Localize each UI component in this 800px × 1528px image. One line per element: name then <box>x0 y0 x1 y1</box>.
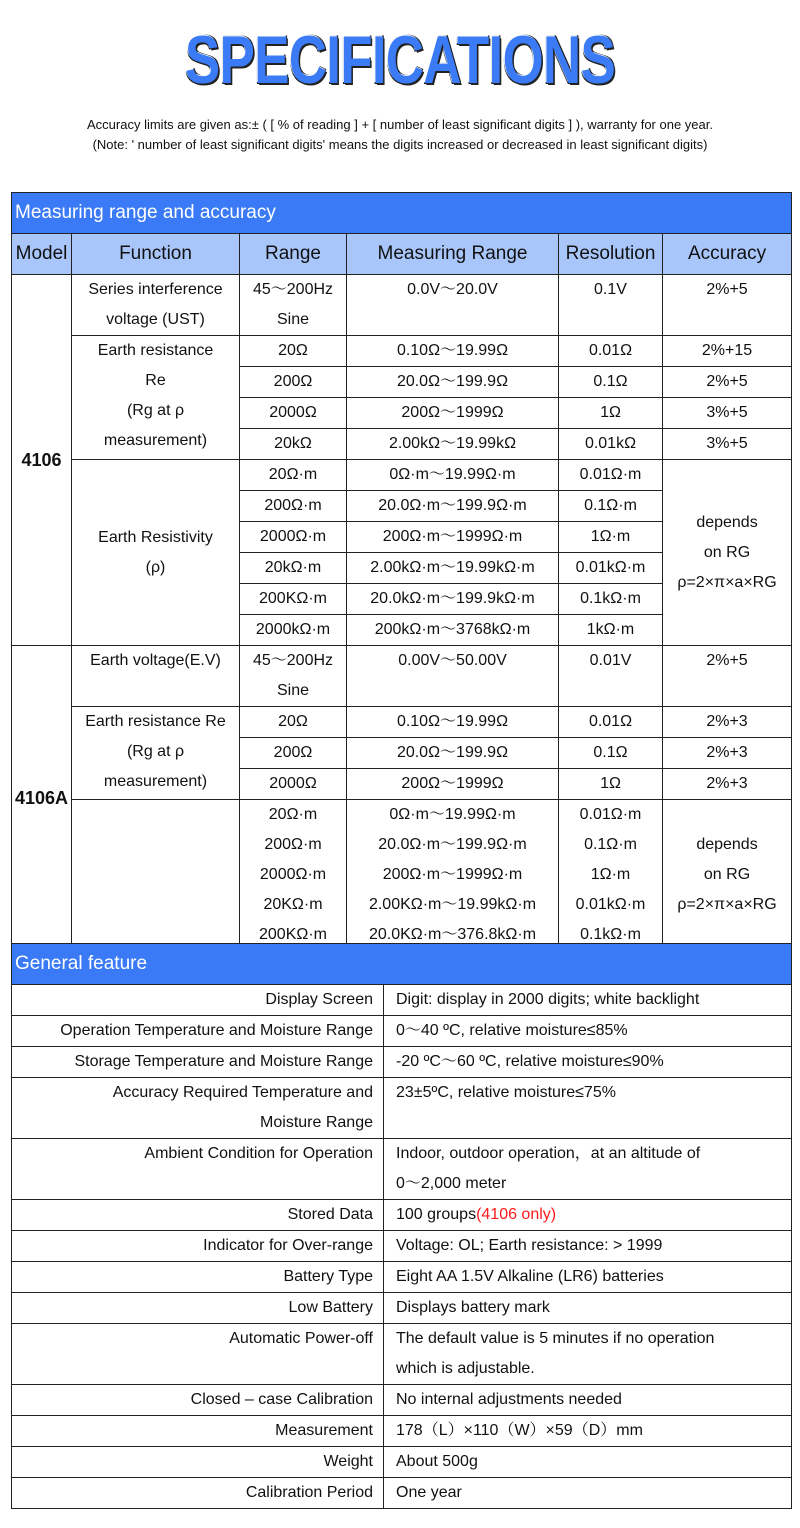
feature-row <box>12 1416 792 1447</box>
range-cell: 45～200Hz Sine <box>240 646 347 707</box>
measuring-cell: 20.0kΩ·m～199.9kΩ·m <box>347 584 559 615</box>
range-cell: 2000Ω·m <box>240 522 347 553</box>
measuring-cell: 0.10Ω～19.99Ω <box>347 336 559 367</box>
range-cell: 20kΩ <box>240 429 347 460</box>
feature-label: Stored Data <box>12 1200 384 1231</box>
resolution-cell: 1Ω <box>559 769 663 800</box>
feature-label: Accuracy Required Temperature and Moisture Range <box>12 1078 384 1139</box>
range-cell: 200Ω·m <box>240 491 347 522</box>
range-cell: 20Ω·m 200Ω·m 2000Ω·m 20KΩ·m 200KΩ·m <box>240 800 347 951</box>
measuring-cell: 0.10Ω～19.99Ω <box>347 707 559 738</box>
col-resolution: Resolution <box>559 234 663 275</box>
feature-label: Ambient Condition for Operation <box>12 1139 384 1200</box>
feature-value: Indoor, outdoor operation，at an altitude of 0～2,000 meter <box>384 1139 792 1200</box>
feature-row <box>12 1078 792 1139</box>
measuring-cell: 200Ω·m～1999Ω·m <box>347 522 559 553</box>
col-measuring-range: Measuring Range <box>347 234 559 275</box>
measuring-cell: 2.00kΩ～19.99kΩ <box>347 429 559 460</box>
accuracy-cell: 2%+5 <box>663 646 792 707</box>
feature-value: Voltage: OL; Earth resistance: > 1999 <box>384 1231 792 1262</box>
feature-row <box>12 1385 792 1416</box>
table-row <box>12 646 792 707</box>
feature-value: Eight AA 1.5V Alkaline (LR6) batteries <box>384 1262 792 1293</box>
feature-row <box>12 1447 792 1478</box>
feature-label: Indicator for Over-range <box>12 1231 384 1262</box>
resolution-cell: 0.1kΩ·m <box>559 584 663 615</box>
model-4106a: 4106A <box>12 646 72 951</box>
resolution-cell: 1Ω <box>559 398 663 429</box>
feature-label: Storage Temperature and Moisture Range <box>12 1047 384 1078</box>
range-cell: 2000kΩ·m <box>240 615 347 646</box>
feature-value: -20 ºC～60 ºC, relative moisture≤90% <box>384 1047 792 1078</box>
feature-value: One year <box>384 1478 792 1509</box>
range-cell: 2000Ω <box>240 769 347 800</box>
measuring-cell: 0.0V～20.0V <box>347 275 559 336</box>
table-row <box>12 336 792 367</box>
feature-label: Display Screen <box>12 985 384 1016</box>
feature-row <box>12 1324 792 1385</box>
model-4106: 4106 <box>12 275 72 646</box>
table-row <box>12 707 792 738</box>
measuring-cell: 200kΩ·m～3768kΩ·m <box>347 615 559 646</box>
feature-row <box>12 1047 792 1078</box>
feature-value: About 500g <box>384 1447 792 1478</box>
function-cell: Earth voltage(E.V) <box>72 646 240 707</box>
resolution-cell: 1kΩ·m <box>559 615 663 646</box>
digits-note: (Note: ' number of least significant digits' means the digits increased or decreased in least significant digits) <box>92 137 708 152</box>
range-cell: 2000Ω <box>240 398 347 429</box>
feature-row <box>12 1293 792 1324</box>
range-cell: 45～200Hz Sine <box>240 275 347 336</box>
feature-row <box>12 1016 792 1047</box>
resolution-cell: 0.1Ω <box>559 367 663 398</box>
accuracy-cell: 3%+5 <box>663 398 792 429</box>
general-feature-table <box>11 943 792 1509</box>
resolution-cell: 0.01kΩ·m <box>559 553 663 584</box>
value-note: (4106 only) <box>476 1206 557 1223</box>
range-cell: 20Ω <box>240 707 347 738</box>
resolution-cell: 0.1Ω <box>559 738 663 769</box>
table-row <box>12 800 792 951</box>
feature-row <box>12 1200 792 1231</box>
accuracy-cell: 2%+15 <box>663 336 792 367</box>
feature-value: 23±5ºC, relative moisture≤75% <box>384 1078 792 1139</box>
resolution-cell: 1Ω·m <box>559 522 663 553</box>
accuracy-cell: 2%+5 <box>663 367 792 398</box>
accuracy-cell: 2%+5 <box>663 275 792 336</box>
feature-row <box>12 1231 792 1262</box>
feature-row <box>12 1478 792 1509</box>
accuracy-cell: depends on RG ρ=2×π×a×RG <box>663 460 792 646</box>
feature-label: Operation Temperature and Moisture Range <box>12 1016 384 1047</box>
function-cell: Series interference voltage (UST) <box>72 275 240 336</box>
feature-label: Closed – case Calibration <box>12 1385 384 1416</box>
feature-value: 0～40 ºC, relative moisture≤85% <box>384 1016 792 1047</box>
resolution-cell: 0.01Ω·m <box>559 460 663 491</box>
measuring-cell: 20.0Ω·m～199.9Ω·m <box>347 491 559 522</box>
feature-label: Measurement <box>12 1416 384 1447</box>
accuracy-cell: 2%+3 <box>663 769 792 800</box>
resolution-cell: 0.01Ω <box>559 707 663 738</box>
measuring-cell: 20.0Ω～199.9Ω <box>347 738 559 769</box>
feature-row <box>12 1139 792 1200</box>
measuring-cell: 2.00kΩ·m～19.99kΩ·m <box>347 553 559 584</box>
feature-label: Automatic Power-off <box>12 1324 384 1385</box>
feature-row <box>12 1262 792 1293</box>
function-cell-empty <box>72 800 240 951</box>
feature-label: Low Battery <box>12 1293 384 1324</box>
accuracy-cell: depends on RG ρ=2×π×a×RG <box>663 800 792 951</box>
measuring-cell: 0Ω·m～19.99Ω·m 20.0Ω·m～199.9Ω·m 200Ω·m～1999Ω·m 2.00KΩ·m～19.99kΩ·m 20.0KΩ·m～376.8kΩ·m <box>347 800 559 951</box>
section-title-measuring: Measuring range and accuracy <box>12 193 792 234</box>
feature-label: Battery Type <box>12 1262 384 1293</box>
measuring-cell: 0Ω·m～19.99Ω·m <box>347 460 559 491</box>
accuracy-cell: 3%+5 <box>663 429 792 460</box>
measuring-cell: 200Ω～1999Ω <box>347 398 559 429</box>
measuring-cell: 0.00V～50.00V <box>347 646 559 707</box>
feature-row <box>12 985 792 1016</box>
function-cell: Earth resistance Re (Rg at ρ measurement) <box>72 707 240 800</box>
range-cell: 200KΩ·m <box>240 584 347 615</box>
function-cell: Earth resistance Re (Rg at ρ measurement) <box>72 336 240 460</box>
feature-label: Weight <box>12 1447 384 1478</box>
feature-value: Digit: display in 2000 digits; white backlight <box>384 985 792 1016</box>
col-accuracy: Accuracy <box>663 234 792 275</box>
range-cell: 20Ω <box>240 336 347 367</box>
col-model: Model <box>12 234 72 275</box>
col-range: Range <box>240 234 347 275</box>
feature-value: 100 groups(4106 only) <box>384 1200 792 1231</box>
table-row <box>12 460 792 491</box>
column-headers <box>12 234 792 275</box>
feature-value: Displays battery mark <box>384 1293 792 1324</box>
range-cell: 20kΩ·m <box>240 553 347 584</box>
resolution-cell: 0.1V <box>559 275 663 336</box>
feature-label: Calibration Period <box>12 1478 384 1509</box>
feature-value: No internal adjustments needed <box>384 1385 792 1416</box>
col-function: Function <box>72 234 240 275</box>
table-row <box>12 275 792 336</box>
accuracy-cell: 2%+3 <box>663 707 792 738</box>
section-title-general: General feature <box>12 944 792 985</box>
measuring-range-table <box>11 192 792 951</box>
range-cell: 200Ω <box>240 738 347 769</box>
feature-value: The default value is 5 minutes if no operation which is adjustable. <box>384 1324 792 1385</box>
resolution-cell: 0.1Ω·m <box>559 491 663 522</box>
accuracy-note: Accuracy limits are given as:± ( [ % of reading ] + [ number of least significant digits ] ), warranty for one year. <box>87 117 713 132</box>
resolution-cell: 0.01kΩ <box>559 429 663 460</box>
resolution-cell: 0.01Ω·m 0.1Ω·m 1Ω·m 0.01kΩ·m 0.1kΩ·m <box>559 800 663 951</box>
feature-value: 178（L）×110（W）×59（D）mm <box>384 1416 792 1447</box>
measuring-cell: 200Ω～1999Ω <box>347 769 559 800</box>
resolution-cell: 0.01V <box>559 646 663 707</box>
function-cell: Earth Resistivity (ρ) <box>72 460 240 646</box>
measuring-cell: 20.0Ω～199.9Ω <box>347 367 559 398</box>
resolution-cell: 0.01Ω <box>559 336 663 367</box>
range-cell: 20Ω·m <box>240 460 347 491</box>
range-cell: 200Ω <box>240 367 347 398</box>
page-title: SPECIFICATIONS <box>184 22 616 98</box>
accuracy-cell: 2%+3 <box>663 738 792 769</box>
